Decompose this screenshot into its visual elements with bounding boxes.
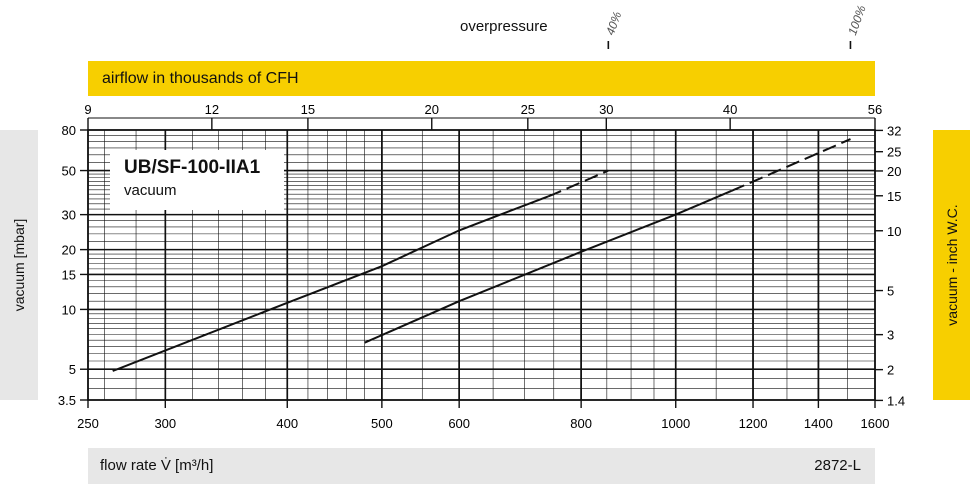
y-tick-label: 50: [61, 163, 76, 179]
x-tick-label: 1400: [803, 416, 833, 431]
top-tick-label: 12: [204, 102, 220, 117]
overpressure-title: overpressure: [460, 18, 548, 35]
right-tick-label: 25: [887, 144, 902, 160]
flow-rate-label: flow rate V̇ [m³/h]: [100, 457, 214, 474]
x-tick-label: 300: [154, 416, 177, 431]
x-tick-label: 250: [77, 416, 99, 431]
x-tick-label: 400: [276, 416, 299, 431]
top-tick-label: 25: [520, 102, 536, 117]
y-tick-label: 10: [61, 302, 76, 318]
x-tick-label: 1000: [661, 416, 691, 431]
y-tick-label: 80: [61, 123, 76, 138]
right-axis-label: vacuum - inch W.C.: [943, 204, 960, 326]
series-line-dashed-40%: [548, 171, 608, 197]
left-axis-label: vacuum [mbar]: [11, 218, 27, 312]
x-tick-label: 1200: [738, 416, 768, 431]
airflow-label: airflow in thousands of CFH: [102, 70, 299, 87]
overpressure-marker-label: 40%: [602, 9, 625, 38]
x-tick-label: 1600: [860, 416, 890, 431]
top-tick-label: 20: [424, 102, 439, 117]
y-tick-label: 30: [61, 207, 76, 223]
series-line-dashed-100%: [731, 139, 850, 191]
airflow-band: [88, 61, 875, 96]
model-title-box: [110, 150, 284, 210]
x-tick-label: 600: [448, 416, 471, 431]
right-tick-label: 3: [887, 327, 895, 343]
x-tick-label: 800: [570, 416, 592, 431]
y-tick-label: 20: [61, 242, 76, 258]
right-tick-label: 20: [887, 163, 902, 179]
right-tick-label: 32: [887, 123, 902, 139]
right-tick-label: 10: [887, 223, 902, 239]
top-tick-label: 9: [84, 102, 92, 117]
left-axis-band: [0, 130, 38, 400]
right-axis-band: [933, 130, 970, 400]
right-tick-label: 5: [887, 283, 895, 299]
overpressure-marker-label: 100%: [845, 3, 869, 38]
model-name: UB/SF-100-IIA1: [124, 157, 261, 178]
y-tick-label: 15: [61, 267, 76, 283]
right-tick-label: 2: [887, 362, 895, 378]
top-tick-label: 15: [300, 102, 316, 117]
x-tick-label: 500: [371, 416, 393, 431]
flow-rate-band: [88, 448, 875, 484]
right-tick-label: 15: [887, 188, 902, 204]
chart-code: 2872-L: [814, 457, 861, 474]
top-tick-label: 56: [867, 102, 883, 117]
y-tick-label: 3.5: [57, 393, 76, 408]
top-tick-label: 40: [722, 102, 738, 117]
right-tick-label: 1.4: [887, 393, 906, 409]
overpressure-markers: [603, 3, 869, 49]
model-mode: vacuum: [124, 182, 177, 199]
series-line-40%: [113, 196, 548, 371]
y-tick-label: 5: [68, 362, 76, 378]
top-tick-label: 30: [599, 102, 614, 117]
